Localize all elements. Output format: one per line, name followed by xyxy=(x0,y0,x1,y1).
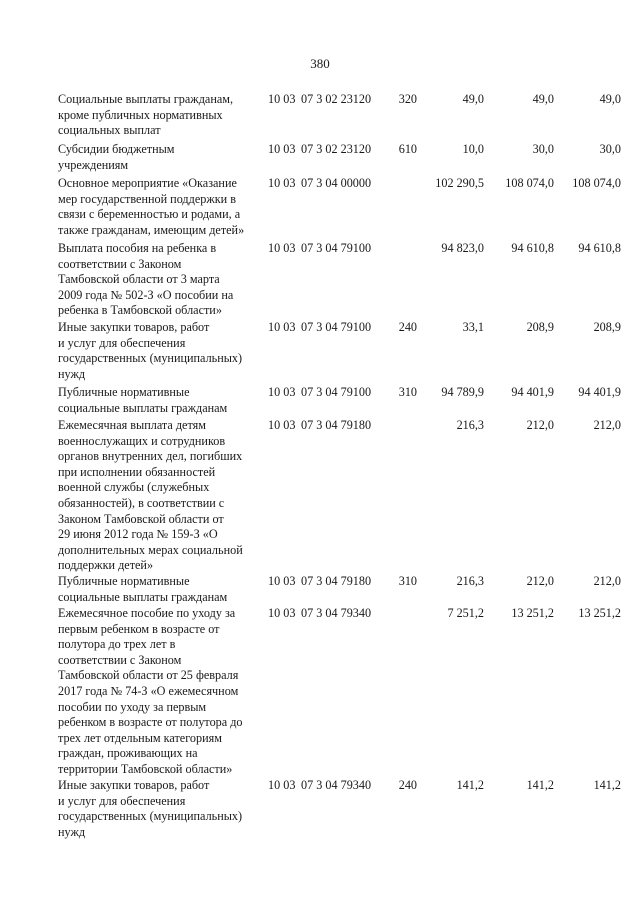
table-row xyxy=(0,142,640,172)
row-value-1: 10,0 xyxy=(462,142,484,156)
row-value-1: 141,2 xyxy=(456,778,484,792)
row-target-article: 07 3 04 79340 xyxy=(301,606,372,620)
page-number: 380 xyxy=(310,56,330,71)
table-row xyxy=(0,418,640,573)
row-target-article: 07 3 04 79100 xyxy=(301,320,372,334)
row-expense-type: 240 xyxy=(398,778,417,792)
row-value-1: 216,3 xyxy=(456,418,484,432)
row-description: Иные закупки товаров, работ и услуг для обеспечения государственных (муниципальных) нужд xyxy=(58,320,243,381)
row-value-2: 212,0 xyxy=(526,418,554,432)
row-section-code: 10 03 xyxy=(268,176,296,190)
row-section-code: 10 03 xyxy=(268,92,296,106)
row-value-2: 30,0 xyxy=(532,142,554,156)
row-value-3: 94 401,9 xyxy=(578,385,621,399)
row-value-1: 33,1 xyxy=(462,320,484,334)
row-target-article: 07 3 04 79100 xyxy=(301,385,372,399)
row-description: Выплата пособия на ребенка в соответствии с Законом Тамбовской области от 3 марта 2009 года № 502-З «О пособии на ребенка в Тамбовской области» xyxy=(58,241,234,318)
table-row xyxy=(0,320,640,381)
row-value-3: 141,2 xyxy=(593,778,621,792)
row-section-code: 10 03 xyxy=(268,418,296,432)
row-target-article: 07 3 04 79100 xyxy=(301,241,372,255)
table-row xyxy=(0,574,640,604)
row-value-2: 94 401,9 xyxy=(511,385,554,399)
row-value-1: 7 251,2 xyxy=(447,606,484,620)
row-section-code: 10 03 xyxy=(268,385,296,399)
table-row xyxy=(0,606,640,776)
row-target-article: 07 3 04 79340 xyxy=(301,778,372,792)
row-value-1: 94 789,9 xyxy=(441,385,484,399)
row-section-code: 10 03 xyxy=(268,142,296,156)
row-value-2: 208,9 xyxy=(526,320,554,334)
row-target-article: 07 3 02 23120 xyxy=(301,142,372,156)
row-value-3: 30,0 xyxy=(599,142,621,156)
row-value-1: 102 290,5 xyxy=(435,176,484,190)
row-section-code: 10 03 xyxy=(268,241,296,255)
row-value-2: 141,2 xyxy=(526,778,554,792)
row-value-3: 208,9 xyxy=(593,320,621,334)
row-expense-type: 310 xyxy=(398,385,417,399)
row-target-article: 07 3 02 23120 xyxy=(301,92,372,106)
row-description: Иные закупки товаров, работ и услуг для обеспечения государственных (муниципальных) нужд xyxy=(58,778,243,839)
row-value-2: 94 610,8 xyxy=(511,241,554,255)
row-value-2: 49,0 xyxy=(532,92,554,106)
table-row xyxy=(0,778,640,839)
row-expense-type: 240 xyxy=(398,320,417,334)
row-description: Ежемесячное пособие по уходу за первым ребенком в возрасте от полутора до трех лет в соответствии с Законом Тамбовской области от 25 февраля 2017 года № 74-З «О ежемесячном пособии по уходу за первым ребенком в возрасте от полутора до трех лет отдельным категориям граждан, проживающих на территории Тамбовской области» xyxy=(58,606,243,776)
row-description: Основное мероприятие «Оказание мер государственной поддержки в связи с беременностью и родами, а также гражданам, имеющим детей» xyxy=(58,176,245,237)
table-row xyxy=(0,176,640,237)
row-value-2: 108 074,0 xyxy=(505,176,554,190)
row-description: Публичные нормативные социальные выплаты гражданам xyxy=(58,385,228,415)
table-row xyxy=(0,385,640,415)
row-value-3: 108 074,0 xyxy=(572,176,621,190)
row-section-code: 10 03 xyxy=(268,574,296,588)
row-section-code: 10 03 xyxy=(268,778,296,792)
table-row xyxy=(0,92,640,138)
row-section-code: 10 03 xyxy=(268,320,296,334)
row-value-2: 212,0 xyxy=(526,574,554,588)
row-expense-type: 610 xyxy=(398,142,417,156)
row-value-3: 49,0 xyxy=(599,92,621,106)
row-description: Публичные нормативные социальные выплаты гражданам xyxy=(58,574,228,604)
row-value-3: 94 610,8 xyxy=(578,241,621,255)
row-target-article: 07 3 04 00000 xyxy=(301,176,372,190)
row-value-3: 13 251,2 xyxy=(578,606,621,620)
row-target-article: 07 3 04 79180 xyxy=(301,574,372,588)
row-value-3: 212,0 xyxy=(593,418,621,432)
row-value-3: 212,0 xyxy=(593,574,621,588)
row-expense-type: 310 xyxy=(398,574,417,588)
row-description: Субсидии бюджетным учреждениям xyxy=(58,142,175,172)
row-target-article: 07 3 04 79180 xyxy=(301,418,372,432)
row-expense-type: 320 xyxy=(398,92,417,106)
row-value-1: 49,0 xyxy=(462,92,484,106)
row-value-1: 216,3 xyxy=(456,574,484,588)
row-value-1: 94 823,0 xyxy=(441,241,484,255)
row-description: Социальные выплаты гражданам, кроме публичных нормативных социальных выплат xyxy=(58,92,234,138)
row-section-code: 10 03 xyxy=(268,606,296,620)
row-description: Ежемесячная выплата детям военнослужащих и сотрудников органов внутренних дел, погибших при исполнении обязанностей военной службы (служебных обязанностей), в соответствии с Законом Тамбовской области от 29 июня 2012 года № 159-З «О дополнительных мерах социальной поддержки детей» xyxy=(58,418,243,573)
row-value-2: 13 251,2 xyxy=(511,606,554,620)
table-row xyxy=(0,241,640,318)
